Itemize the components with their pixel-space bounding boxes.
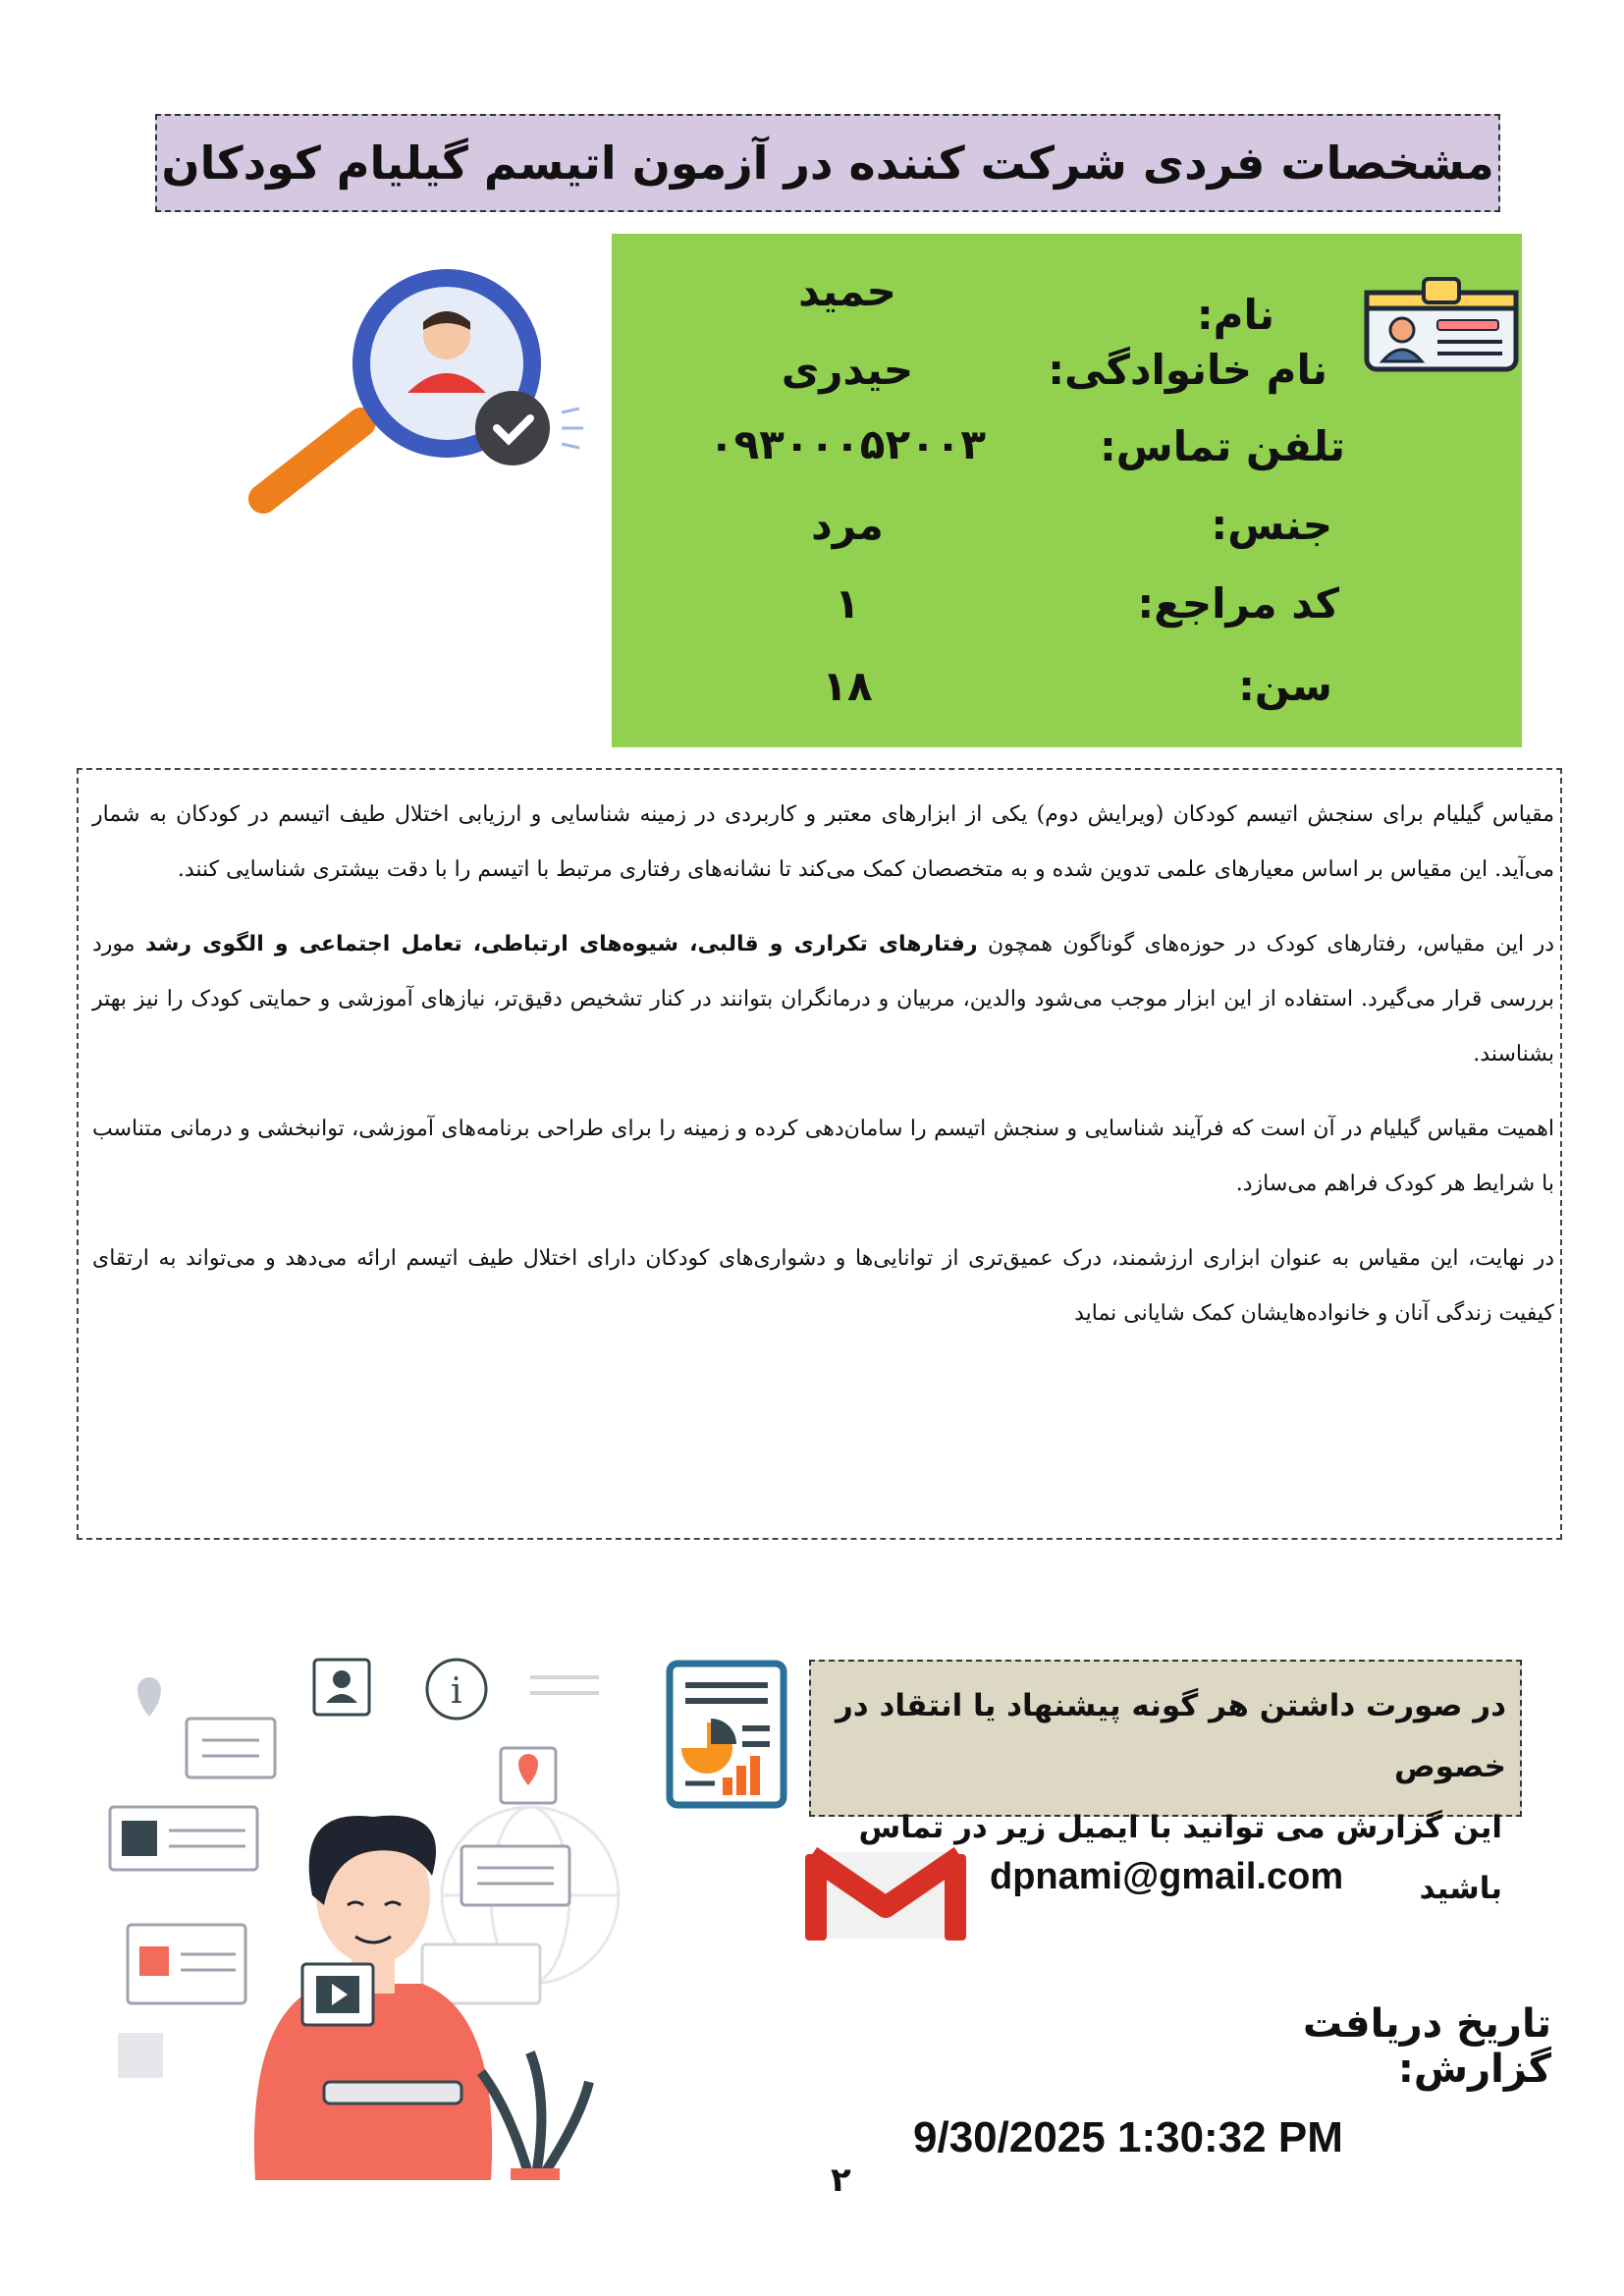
client-code-label: کد مراجع: — [1137, 579, 1339, 628]
svg-text:i: i — [451, 1671, 462, 1712]
name-label: نام: — [1196, 291, 1274, 339]
description-paragraph — [92, 917, 1554, 1082]
phone-value: ۰۹۳۰۰۰۵۲۰۰۳ — [709, 420, 986, 468]
age-value: ۱۸ — [822, 662, 873, 710]
description-text: در این مقیاس، رفتارهای کودک در حوزه‌های گوناگون همچون — [977, 932, 1555, 957]
participant-info-panel — [612, 234, 1522, 747]
description-box — [77, 768, 1562, 1540]
report-chart-icon — [666, 1660, 787, 1809]
magnifier-user-icon — [245, 265, 599, 520]
description-paragraph: مقیاس گیلیام برای سنجش اتیسم کودکان (ویرایش دوم) یکی از ابزارهای معتبر و کاربردی در زمینه شناسایی و ارزیابی اختلال طیف اتیسم در کودکان به شمار می‌آید. این مقیاس بر اساس معیارهای علمی تدوین شده و به متخصصان کمک می‌کند تا نشانه‌های رفتاری مرتبط با اتیسم را با دقت بیشتری شناسایی کنند. — [92, 802, 1554, 882]
age-label: سن: — [1238, 662, 1332, 710]
client-code-value: ۱ — [835, 579, 860, 628]
gender-label: جنس: — [1211, 501, 1332, 549]
description-paragraph: اهمیت مقیاس گیلیام در آن است که فرآیند شناسایی و سنجش اتیسم را سامان‌دهی کرده و زمینه را برای طراحی برنامه‌های آموزشی، توانبخشی و درمانی متناسب با شرایط هر کودک فراهم می‌سازد. — [92, 1117, 1554, 1196]
page-title: مشخصات فردی شرکت کننده در آزمون اتیسم گیلیام کودکان — [161, 137, 1494, 190]
id-card-icon — [1363, 277, 1520, 375]
report-date-label: تاریخ دریافت گزارش: — [1303, 2001, 1551, 2092]
page-number: ۲ — [831, 2160, 851, 2200]
family-value: حیدری — [781, 346, 914, 394]
contact-line: این گزارش می توانید با ایمیل زیر در تماس باشید — [858, 1810, 1502, 1906]
phone-label: تلفن تماس: — [1099, 422, 1345, 470]
gmail-icon — [805, 1846, 966, 1944]
person-messages-illustration — [98, 1650, 648, 2180]
name-value: حمید — [798, 267, 896, 315]
gender-value: مرد — [811, 501, 884, 549]
description-paragraph: در نهایت، این مقیاس به عنوان ابزاری ارزشمند، درک عمیق‌تری از توانایی‌ها و دشواری‌های کودکان دارای اختلال طیف اتیسم ارائه می‌دهد و می‌تواند به ارتقای کیفیت زندگی آنان و خانواده‌هایشان کمک شایانی نماید — [92, 1246, 1554, 1326]
title-banner — [155, 114, 1500, 212]
family-label: نام خانوادگی: — [1048, 346, 1327, 394]
description-bold-text: رفتارهای تکراری و قالبی، شیوه‌های ارتباطی، تعامل اجتماعی و الگوی رشد — [145, 932, 978, 957]
email-link[interactable]: dpnami@gmail.com — [990, 1856, 1344, 1897]
description-text: مورد بررسی قرار می‌گیرد. استفاده از این ابزار موجب می‌شود والدین، مربیان و درمانگران بتوانند در کنار تشخیص دقیق‌تر، نیازهای آموزشی و حمایتی کودک را نیز بهتر بشناسند. — [92, 932, 1554, 1066]
contact-line: در صورت داشتن هر گونه پیشنهاد یا انتقاد در خصوص — [835, 1688, 1506, 1784]
report-date-value: 9/30/2025 1:30:32 PM — [913, 2113, 1343, 2161]
